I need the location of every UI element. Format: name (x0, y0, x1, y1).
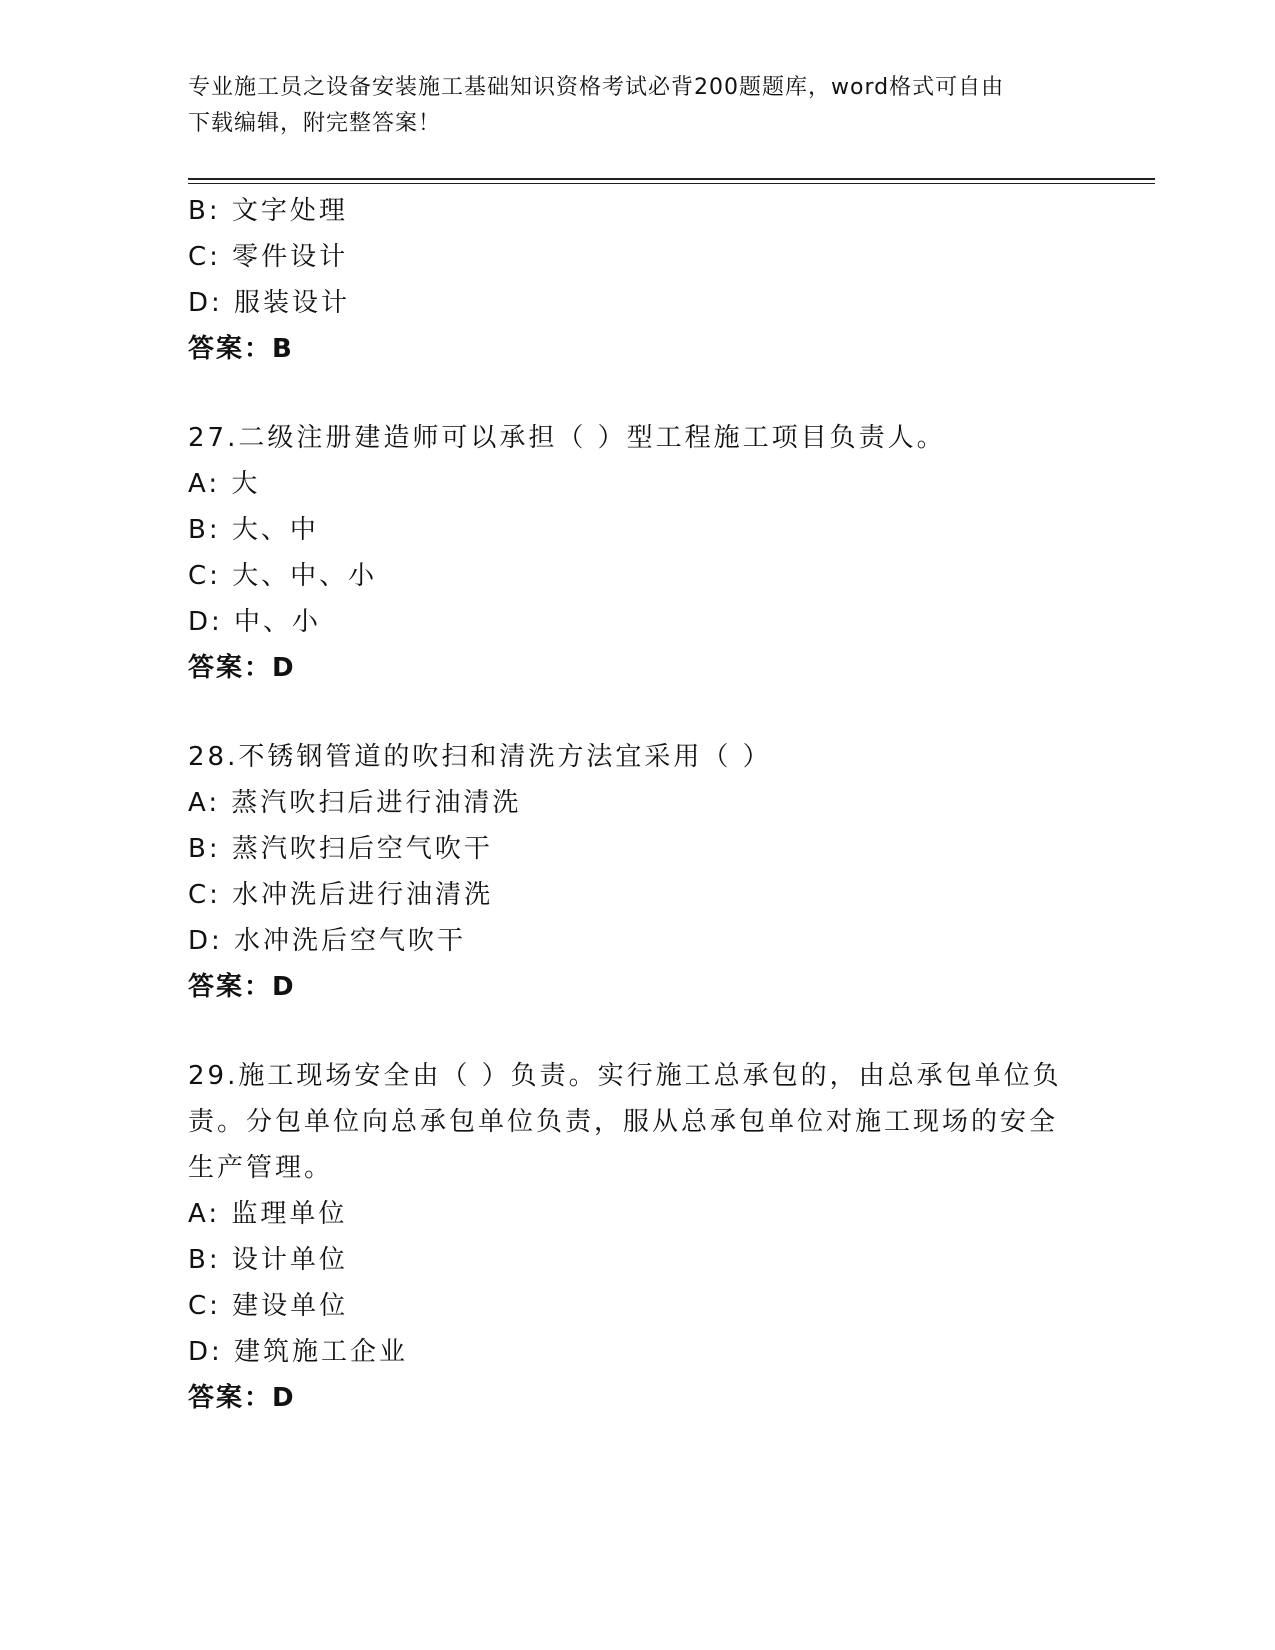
answer: 答案：B (188, 334, 294, 364)
question-28 (188, 734, 1068, 1010)
answer: 答案：D (188, 1383, 296, 1413)
option-c: C: 建设单位 (188, 1291, 349, 1321)
header-line-2: 下载编辑，附完整答案！ (188, 111, 442, 136)
question-stem-line-1: 29.施工现场安全由（ ）负责。实行施工总承包的，由总承包单位负 (188, 1061, 1062, 1091)
header-divider-thick (188, 178, 1155, 180)
option-d: D: 水冲洗后空气吹干 (188, 926, 467, 956)
option-a: A: 蒸汽吹扫后进行油清洗 (188, 788, 522, 818)
option-d: D: 中、小 (188, 607, 322, 637)
option-b: B: 大、中 (188, 515, 319, 545)
option-b: B: 设计单位 (188, 1245, 348, 1275)
option-a: A: 大 (188, 469, 261, 499)
document-header (188, 70, 1068, 142)
option-c: C: 零件设计 (188, 242, 349, 272)
spacer (188, 372, 1068, 415)
spacer (188, 1010, 1068, 1053)
answer: 答案：D (188, 653, 296, 683)
option-c: C: 大、中、小 (188, 561, 378, 591)
question-stem-line-2: 责。分包单位向总承包单位负责，服从总承包单位对施工现场的安全 (188, 1107, 1059, 1137)
header-divider-thin (188, 183, 1155, 184)
question-list (188, 188, 1068, 1421)
option-a: A: 监理单位 (188, 1199, 348, 1229)
question-29 (188, 1053, 1068, 1421)
header-line-1: 专业施工员之设备安装施工基础知识资格考试必背200题题库，word格式可自由 (188, 75, 1005, 100)
question-stem: 28.不锈钢管道的吹扫和清洗方法宜采用（ ） (188, 742, 772, 772)
option-d: D: 建筑施工企业 (188, 1337, 409, 1367)
answer: 答案：D (188, 972, 296, 1002)
option-b: B: 文字处理 (188, 196, 348, 226)
question-26-tail (188, 188, 1068, 372)
question-stem: 27.二级注册建造师可以承担（ ）型工程施工项目负责人。 (188, 423, 946, 453)
option-d: D: 服装设计 (188, 288, 351, 318)
question-27 (188, 415, 1068, 691)
option-c: C: 水冲洗后进行油清洗 (188, 880, 494, 910)
option-b: B: 蒸汽吹扫后空气吹干 (188, 834, 493, 864)
question-stem-line-3: 生产管理。 (188, 1153, 334, 1183)
spacer (188, 691, 1068, 734)
